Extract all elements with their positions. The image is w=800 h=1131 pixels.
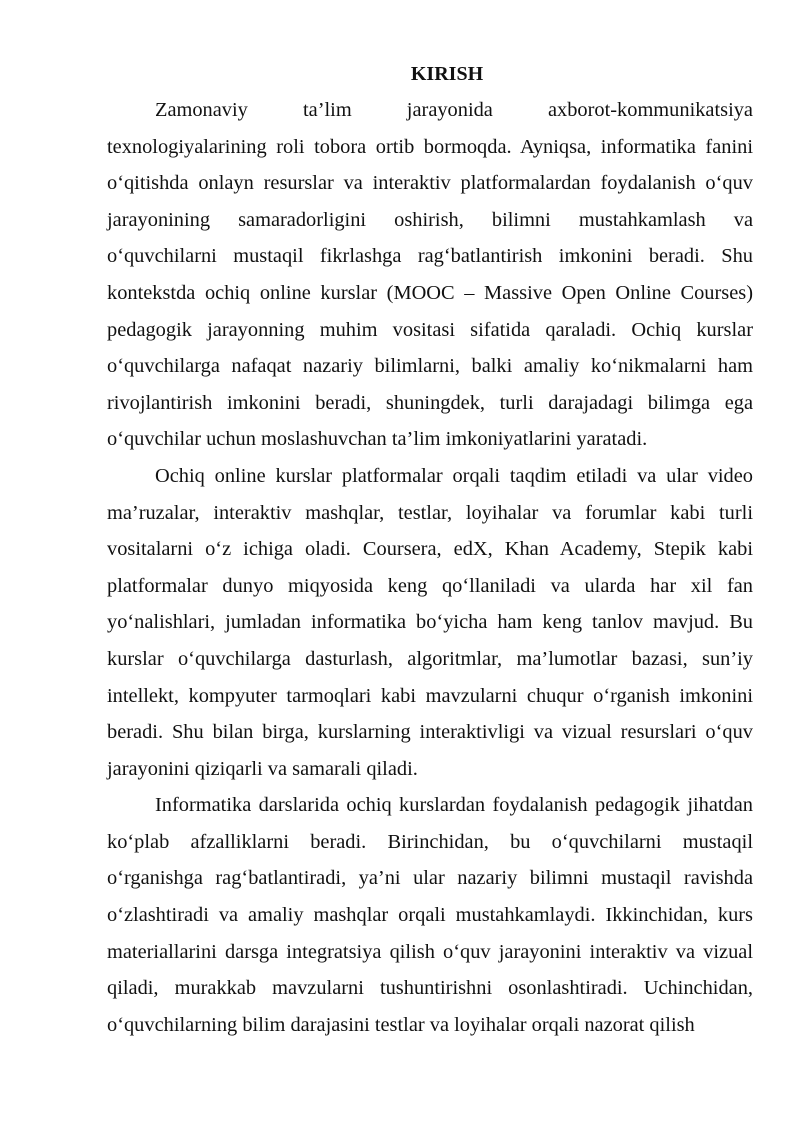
paragraph-1: Zamonaviy ta’lim jarayonida axborot-kommunikatsiya texnologiyalarining roli tobora ortib bormoqda. Ayniqsa, informatika fanini o‘qitishda onlayn resurslar va interaktiv platformalardan foydalanish o‘quv jarayonining samaradorligini oshirish, bilimni mustahkamlash va o‘quvchilarni mustaqil fikrlashga rag‘batlantirish imkonini beradi. Shu kontekstda ochiq online kurslar (MOOC – Massive Open Online Courses) pedagogik jarayonning muhim vositasi sifatida qaraladi. Ochiq kurslar o‘quvchilarga nafaqat nazariy bilimlarni, balki amaliy ko‘nikmalarni ham rivojlantirish imkonini beradi, shuningdek, turli darajadagi bilimga ega o‘quvchilar uchun moslashuvchan ta’lim imkoniyatlarini yaratadi.	[107, 99, 753, 451]
paragraph-2: Ochiq online kurslar platformalar orqali taqdim etiladi va ular video ma’ruzalar, interaktiv mashqlar, testlar, loyihalar va forumlar kabi turli vositalarni o‘z ichiga oladi. Coursera, edX, Khan Academy, Stepik kabi platformalar dunyo miqyosida keng qo‘llaniladi va ularda har xil fan yo‘nalishlari, jumladan informatika bo‘yicha ham keng tanlov mavjud. Bu kurslar o‘quvchilarga dasturlash, algoritmlar, ma’lumotlar bazasi, sun’iy intellekt, kompyuter tarmoqlari kabi mavzularni chuqur o‘rganish imkonini beradi. Shu bilan birga, kurslarning interaktivligi va vizual resurslari o‘quv jarayonini qiziqarli va samarali qiladi.	[107, 464, 753, 780]
document-page	[107, 56, 753, 1043]
paragraph-3: Informatika darslarida ochiq kurslardan foydalanish pedagogik jihatdan ko‘plab afzalliklarni beradi. Birinchidan, bu o‘quvchilarni mustaqil o‘rganishga rag‘batlantiradi, ya’ni ular nazariy bilimni mustaqil ravishda o‘zlashtiradi va amaliy mashqlar orqali mustahkamlaydi. Ikkinchidan, kurs materiallarini darsga integratsiya qilish o‘quv jarayonini interaktiv va vizual qiladi, murakkab mavzularni tushuntirishni osonlashtiradi. Uchinchidan, o‘quvchilarning bilim darajasini testlar va loyihalar orqali nazorat qilish	[107, 794, 753, 1036]
page-title: KIRISH	[410, 63, 484, 85]
